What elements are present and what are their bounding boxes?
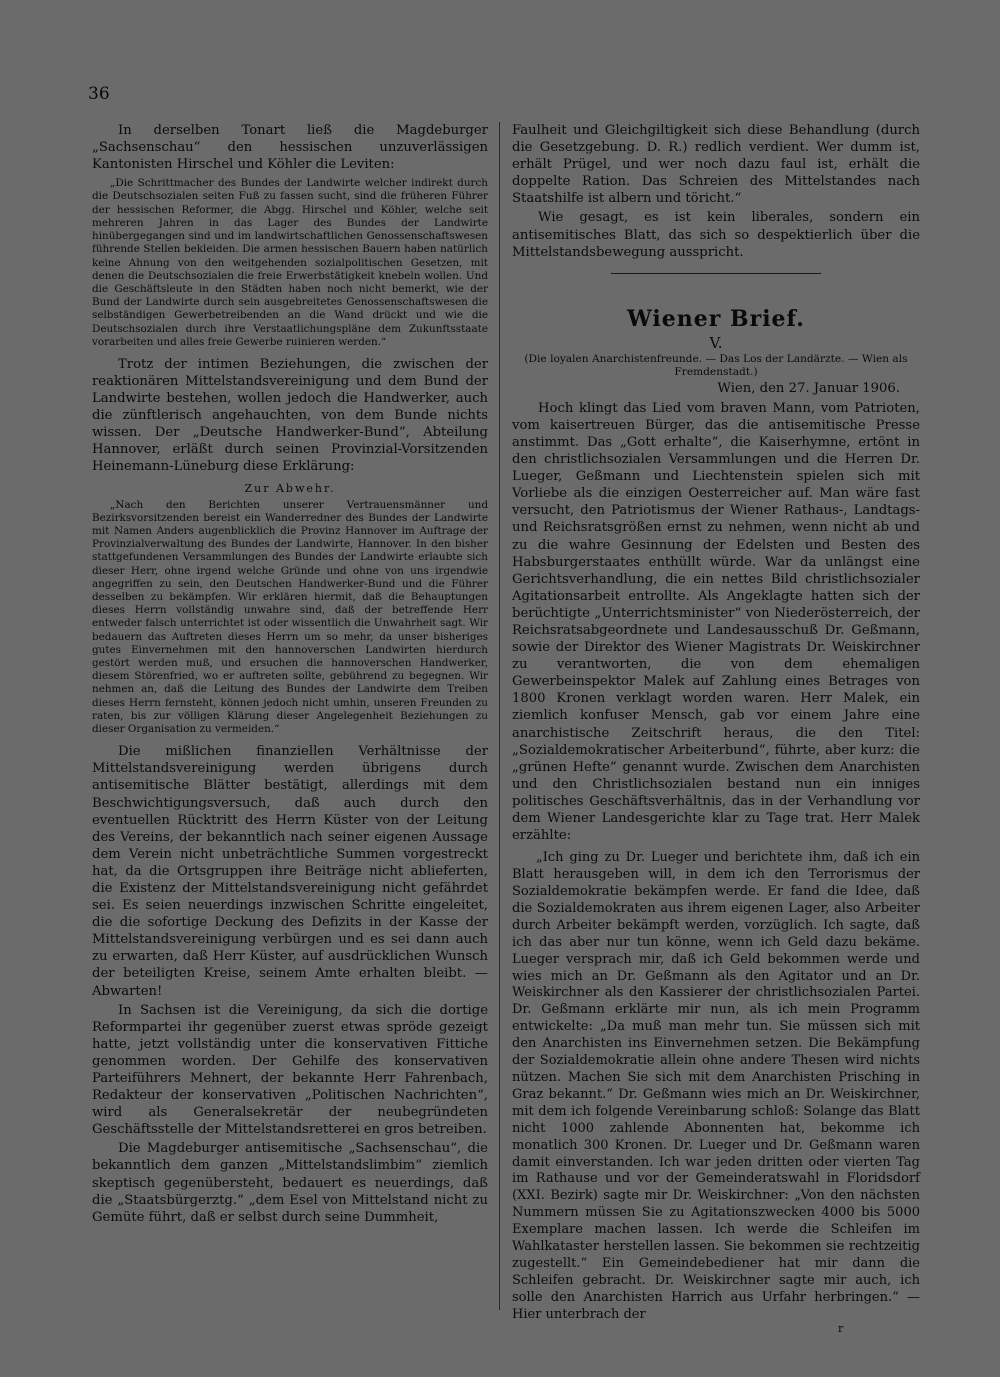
- section-number: V.: [709, 333, 723, 352]
- right-quote: „Ich ging zu Dr. Lueger und berichtete ihm, daß ich ein Blatt herausgeben will, in dem ich den Terrorismus der Sozialdemokratie bekämpfen werde. Er fand die Idee, daß die Sozialdemokraten aus ihrem eigenen Lager, also Arbeiter durch Arbeiter bekämpft werden, vorzüglich. Ich sagte, daß ich das aber nur tun könne, wenn ich Geld dazu bekäme. Lueger versprach mir, daß ich Geld bekommen werde und wies mich an Dr. Geßmann als den Agitator und an Dr. Weiskirchner als den Kassierer der christlichsozialen Partei. Dr. Geßmann erklärte mir nun, als ich mein Programm entwickelte: „Da muß man mehr tun. Sie müssen sich mit den Anarchisten ins Einvernehmen setzen. Die Bekämpfung der Sozialdemokratie allein ohne andere Thesen wird nichts nützen. Machen Sie sich mit dem Anarchisten Prisching in Graz bekannt.“ Dr. Geßmann wies mich an Dr. Weiskirchner, mit dem ich folgende Vereinbarung schloß: Solange das Blatt nicht 1000 zahlende Abonnenten hat, bekomme ich monatlich 300 Kronen. Dr. Lueger und Dr. Geßmann waren damit einverstanden. Ich war jeden dritten oder vierten Tag im Rathause und vor der Gemeinderatswahl in Floridsdorf (XXI. Bezirk) sagte mir Dr. Weiskirchner: „Von den nächsten Nummern müssen Sie zu Agitationszwecken 4000 bis 5000 Exemplare machen lassen. Ich werde die Schleifen im Wahlkataster herstellen lassen. Sie bekommen sie rechtzeitig zugestellt.“ Ein Gemeindebediener hat mir dann die Schleifen gebracht. Dr. Weiskirchner sagte mir auch, ich solle den Anarchisten Harrich aus Urfahr herbringen.“ — Hier unterbrach der: [512, 850, 920, 1322]
- margin-mark: r: [838, 1322, 844, 1335]
- left-quote-2: „Nach den Berichten unserer Vertrauensmänner und Bezirksvorsitzenden bereist ein Wanderredner des Bundes der Landwirte mit Namen Anders augenblicklich die Provinz Hannover im Auftrage der Provinzialverwaltung des Bundes der Landwirte, Hannover. In den bisher stattgefundenen Versammlungen des Bundes der Landwirte erlaubte sich dieser Herr, ohne irgend welche Gründe und ohne von uns irgendwie angegriffen zu sein, den Deutschen Handwerker-Bund und die Führer desselben zu bekämpfen. Wir erklären hiermit, daß die Behauptungen dieses Herrn vollständig unwahre sind, daß der betreffende Herr entweder falsch unterrichtet ist oder wissentlich die Unwahrheit sagt. Wir bedauern das Auftreten dieses Herrn um so mehr, da unser bisheriges gutes Einvernehmen mit den hannoverschen Landwirten hierdurch gestört werden muß, und ersuchen die hannoverschen Handwerker, diesem Störenfried, wo er auftreten sollte, gebührend zu begegnen. Wir nehmen an, daß die Leitung des Bundes der Landwirte dem Treiben dieses Herrn fernsteht, können jedoch nicht umhin, unseren Freunden zu raten, bis zur völligen Klärung dieser Angelegenheit Beziehungen zu dieser Organisation zu vermeiden.“: [92, 498, 488, 736]
- page-number: 36: [88, 84, 110, 104]
- section-title: Wiener Brief.: [627, 305, 805, 332]
- right-paragraph-2: Wie gesagt, es ist kein liberales, sondern ein antisemitisches Blatt, das sich so despektierlich über die Mittelstandsbewegung ausspricht.: [512, 210, 920, 260]
- section-rule: [611, 273, 821, 274]
- left-paragraph-2: Trotz der intimen Beziehungen, die zwischen der reaktionären Mittelstandsvereinigung und dem Bund der Landwirte bestehen, wollen jedoch die Handwerker, auch die zünftlerisch angehauchten, von dem Bunde nichts wissen. Der „Deutsche Handwerker-Bund“, Abteilung Hannover, erläßt durch seinen Provinzial-Vorsitzenden Heinemann-Lüneburg diese Erklärung:: [92, 356, 488, 475]
- section-subtitle: (Die loyalen Anarchistenfreunde. — Das Los der Landärzte. — Wien als Fremdenstadt.): [524, 352, 908, 378]
- left-paragraph-1: In derselben Tonart ließ die Magdeburger „Sachsenschau“ den hessischen unzuverlässigen Kantonisten Hirschel und Köhler die Leviten:: [92, 123, 488, 173]
- left-column: [92, 122, 488, 1228]
- column-divider: [499, 122, 500, 1310]
- right-column: [512, 122, 920, 1324]
- right-paragraph-1: Faulheit und Gleichgiltigkeit sich diese Behandlung (durch die Gesetzgebung. D. R.) redlich verdient. Wer dumm ist, erhält Prügel, und wer noch dazu faul ist, erhält die doppelte Ration. Das Schreien des Mittelstandes nach Staatshilfe ist albern und töricht.“: [512, 123, 920, 207]
- left-quote-1: „Die Schrittmacher des Bundes der Landwirte welcher indirekt durch die Deutschsozialen seiten Fuß zu fassen sucht, sind die früheren Führer der hessischen Reformer, die Abgg. Hirschel und Köhler, welche seit mehreren Jahren in das Lager des Bundes der Landwirte hinübergegangen sind und im landwirtschaftlichen Genossenschaftswesen führende Stellen bekleiden. Die armen hessischen Bauern haben natürlich keine Ahnung von den weitgehenden sozialpolitischen Gesetzen, mit denen die Deutschsozialen die freie Erwerbstätigkeit knebeln wollen. Und die Geschäftsleute in den Städten haben noch nicht bemerkt, wie der Bund der Landwirte durch sein ausgebreitetes Genossenschaftswesen die selbständigen Gewerbetreibenden an die Wand drückt und wie die Deutschsozialen durch ihre Verstaatlichungspläne dem Zukunftsstaate vorarbeiten und alles freie Gewerbe ruinieren werden.“: [92, 177, 488, 348]
- right-paragraph-3: Hoch klingt das Lied vom braven Mann, vom Patrioten, vom kaisertreuen Bürger, das die antisemitische Presse anstimmt. Das „Gott erhalte“, die Kaiserhymne, ertönt in den christlichsozialen Versammlungen und die Herren Dr. Lueger, Geßmann und Liechtenstein spielen sich mit Vorliebe als die einzigen Oesterreicher auf. Man wäre fast versucht, den Patriotismus der Wiener Rathaus-, Landtags- und Reichsratsgrößen ernst zu nehmen, wenn nicht ab und zu die wahre Gesinnung der Edelsten und Besten des Habsburgerstaates enthüllt würde. War da unlängst eine Gerichtsverhandlung, die ein nettes Bild christlichsozialer Agitationsarbeit entrollte. Als Angeklagte hatten sich der berüchtigte „Unterrichtsminister“ von Niederösterreich, der Reichsratsabgeordnete und Landesausschuß Dr. Geßmann, sowie der Direktor des Wiener Magistrats Dr. Weiskirchner zu verantworten, die von dem ehemaligen Gewerbeinspektor Malek auf Zahlung eines Betrages von 1800 Kronen verklagt worden waren. Herr Malek, ein ziemlich konfuser Mensch, gab vor einem Jahre eine anarchistische Zeitschrift heraus, die den Titel: „Sozialdemokratischer Arbeiterbund“, führte, aber kurz: die „grünen Hefte“ genannt wurde. Zwischen dem Anarchisten und den Christlichsozialen bestand nun ein inniges politisches Geschäftsverhältnis, das in der Verhandlung vor dem Wiener Landesgerichte klar zu Tage trat. Herr Malek erzählte:: [512, 400, 920, 844]
- left-paragraph-4: In Sachsen ist die Vereinigung, da sich die dortige Reformpartei ihr gegenüber zuerst etwas spröde gezeigt hatte, jetzt vollständig unter die konservativen Fittiche genommen worden. Der Gehilfe des konservativen Parteiführers Mehnert, der bekannte Herr Fahrenbach, Redakteur der konservativen „Politischen Nachrichten“, wird als Generalsekretär der neubegründeten Geschäftsstelle der Mittelstandsretterei en gros betreiben.: [92, 1002, 488, 1138]
- left-paragraph-3: Die mißlichen finanziellen Verhältnisse der Mittelstandsvereinigung werden übrigens durch antisemitische Blätter bestätigt, allerdings mit dem Beschwichtigungsversuch, daß auch durch den eventuellen Rücktritt des Herrn Küster von der Leitung des Vereins, der bekanntlich nach seiner eigenen Aussage dem Verein nicht unbeträchtliche Summen vorgestreckt hat, da die Ortsgruppen ihre Beiträge nicht ablieferten, die Existenz der Mittelstandsvereinigung nicht gefährdet sei. Es seien neuerdings inzwischen Schritte eingeleitet, die die sofortige Deckung des Defizits in der Kasse der Mittelstandsvereinigung verbürgen und es sei dann auch zu erwarten, daß Herr Küster, auf ausdrücklichen Wunsch der beteiligten Kreise, seinem Amte erhalten bleibt. — Abwarten!: [92, 744, 488, 999]
- dateline: Wien, den 27. Januar 1906.: [717, 380, 900, 396]
- left-paragraph-5: Die Magdeburger antisemitische „Sachsenschau“, die bekanntlich dem ganzen „Mittelstandslimbim“ ziemlich skeptisch gegenübersteht, bedauert es neuerdings, daß die „Staatsbürgerztg.“ „dem Esel von Mittelstand nicht zu Gemüte führt, daß er selbst durch seine Dummheit,: [92, 1141, 488, 1225]
- quote-heading: Zur Abwehr.: [244, 481, 336, 495]
